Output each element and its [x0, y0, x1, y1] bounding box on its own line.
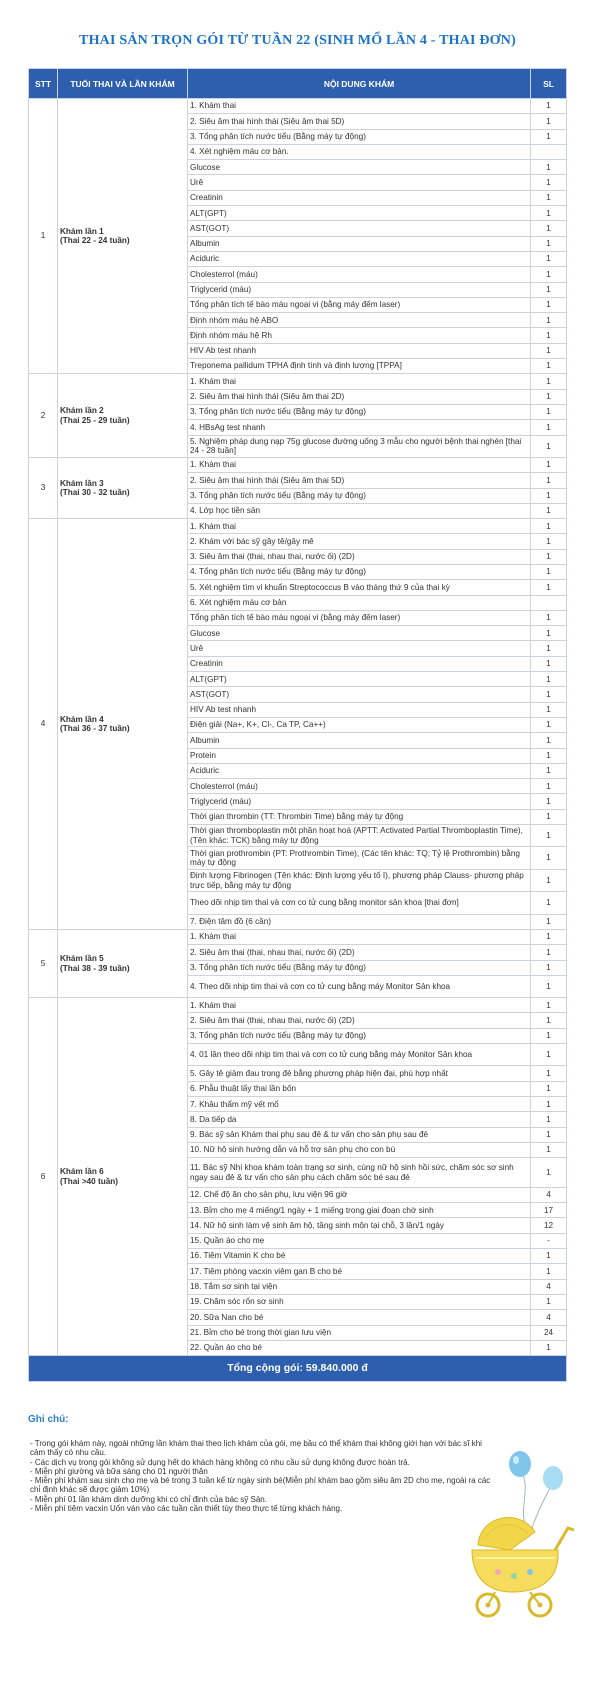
service-item: 11. Bác sỹ Nhi khoa khám toàn trạng sơ sinh, cùng nữ hộ sinh hồi sức, chăm sóc sơ sinh ngay sau đẻ & tư vấn cho sản phụ cách chăm sóc bé sau đẻ	[188, 1158, 531, 1188]
service-item: Creatinin	[188, 190, 531, 205]
service-item: 15. Quần áo cho mẹ	[188, 1233, 531, 1248]
service-item: 21. Bỉm cho bé trong thời gian lưu viện	[188, 1325, 531, 1340]
service-qty: 1	[531, 457, 567, 472]
note-item: - Miễn phí khám sau sinh cho mẹ và bé trong 3 tuần kể từ ngày sinh bé(Miễn phí khám bao gồm siêu âm 2D cho mẹ, ngoài ra các chỉ định khác sẽ được giảm 10%)	[30, 1476, 491, 1495]
service-item: 1. Khám thai	[188, 457, 531, 472]
service-item: 2. Siêu âm thai hình thái (Siêu âm thai 5D)	[188, 114, 531, 129]
service-item: Thời gian thrombin (TT: Thrombin Time) bằng máy tự động	[188, 809, 531, 824]
service-qty: 1	[531, 1249, 567, 1264]
service-item: 1. Khám thai	[188, 929, 531, 944]
service-item: 2. Siêu âm thai hình thái (Siêu âm thai 2D)	[188, 389, 531, 404]
group-stt: 3	[29, 457, 58, 518]
service-qty: 1	[531, 297, 567, 312]
service-item: 1. Khám thai	[188, 519, 531, 534]
service-item: Cholesterrol (máu)	[188, 267, 531, 282]
note-item: - Miễn phí 01 lần khám dinh dưỡng khi có chỉ định của bác sỹ Sản.	[30, 1494, 267, 1504]
service-qty: 1	[531, 763, 567, 778]
service-qty: 1	[531, 580, 567, 595]
visit-range: (Thai >40 tuần)	[60, 1176, 119, 1186]
visit-range: (Thai 38 - 39 tuần)	[60, 963, 130, 973]
service-qty: 1	[531, 945, 567, 960]
service-qty: 1	[531, 206, 567, 221]
service-qty: 1	[531, 1127, 567, 1142]
service-qty: 17	[531, 1203, 567, 1218]
service-item: 18. Tắm sơ sinh tại viện	[188, 1279, 531, 1294]
service-qty: 1	[531, 534, 567, 549]
service-qty: 1	[531, 672, 567, 687]
service-item: ALT(GPT)	[188, 672, 531, 687]
service-item: 4. Theo dõi nhịp tim thai và cơn co tử cung bằng máy Monitor Sản khoa	[188, 975, 531, 997]
total-value: 59.840.000 đ	[305, 1362, 368, 1375]
notes-title: Ghi chú:	[28, 1414, 69, 1425]
page-title: THAI SẢN TRỌN GÓI TỪ TUẦN 22 (SINH MỔ LẦN 4 - THAI ĐƠN)	[79, 33, 516, 48]
service-item: 3. Siêu âm thai (thai, nhau thai, nước ối) (2D)	[188, 549, 531, 564]
group-stt: 6	[29, 998, 58, 1356]
package-table	[28, 68, 567, 1382]
service-item: 2. Siêu âm thai (thai, nhau thai, nước ối) (2D)	[188, 1013, 531, 1028]
service-qty: 1	[531, 914, 567, 929]
visit-name: Khám lần 4	[60, 714, 104, 724]
service-qty: 1	[531, 998, 567, 1013]
service-item: Treponema pallidum TPHA định tính và định lượng [TPPA]	[188, 359, 531, 374]
service-item: 3. Tổng phân tích nước tiểu (Bằng máy tự động)	[188, 404, 531, 419]
table-row	[29, 99, 567, 114]
note-item: - Các dịch vụ trong gói không sử dụng hết do khách hàng không có nhu cầu sử dụng không được hoàn trả.	[30, 1457, 410, 1467]
service-qty: 1	[531, 794, 567, 809]
service-item: 12. Chế độ ăn cho sản phụ, lưu viện 96 giờ	[188, 1187, 531, 1202]
service-item: 3. Tổng phân tích nước tiểu (Bằng máy tự động)	[188, 129, 531, 144]
service-qty: 1	[531, 975, 567, 997]
service-qty: 1	[531, 1066, 567, 1081]
visit-range: (Thai 22 - 24 tuần)	[60, 236, 130, 246]
service-item: Protein	[188, 748, 531, 763]
service-qty: 1	[531, 282, 567, 297]
notes-section	[28, 1414, 498, 1513]
table-body	[29, 99, 567, 1356]
service-item: ALT(GPT)	[188, 206, 531, 221]
table-row	[29, 519, 567, 534]
table-row	[29, 374, 567, 389]
service-qty: 1	[531, 779, 567, 794]
service-qty: 1	[531, 1340, 567, 1355]
visit-range: (Thai 30 - 32 tuần)	[60, 488, 130, 498]
service-qty: 1	[531, 1158, 567, 1188]
service-qty: 1	[531, 549, 567, 564]
service-item: Triglycerid (máu)	[188, 282, 531, 297]
service-qty: 1	[531, 1044, 567, 1066]
service-qty: 1	[531, 251, 567, 266]
service-qty: 1	[531, 641, 567, 656]
service-qty: 1	[531, 1028, 567, 1043]
group-stt: 4	[29, 519, 58, 930]
service-item: 5. Nghiệm pháp dung nạp 75g glucose đường uống 3 mẫu cho người bệnh thai nghén [thai 24 - 28 tuần]	[188, 435, 531, 457]
service-item: 2. Siêu âm thai (thai, nhau thai, nước ối) (2D)	[188, 945, 531, 960]
header-qty: SL	[531, 69, 567, 99]
total-label: Tổng cộng gói:	[227, 1362, 303, 1375]
visit-name: Khám lần 2	[60, 406, 104, 416]
visit-range: (Thai 36 - 37 tuần)	[60, 724, 130, 733]
service-qty: 1	[531, 733, 567, 748]
service-item: Creatinin	[188, 656, 531, 671]
service-qty: 1	[531, 389, 567, 404]
group-visit	[58, 99, 188, 374]
service-qty: 1	[531, 236, 567, 251]
service-qty: 1	[531, 687, 567, 702]
note-item: - Miễn phí giường và bữa sáng cho 01 người thân	[30, 1466, 208, 1476]
service-item: 4. Lớp học tiền sản	[188, 503, 531, 518]
service-qty: 1	[531, 359, 567, 374]
service-item: 4. 01 lần theo dõi nhịp tim thai và cơn co tử cung bằng máy Monitor Sản khoa	[188, 1044, 531, 1066]
service-item: Urê	[188, 175, 531, 190]
service-qty: 1	[531, 267, 567, 282]
service-item: Aciduric	[188, 251, 531, 266]
group-visit	[58, 929, 188, 997]
service-item: 7. Điện tâm đồ (6 cần)	[188, 914, 531, 929]
service-item: 3. Tổng phân tích nước tiểu (Bằng máy tự động)	[188, 488, 531, 503]
service-item: Albumin	[188, 236, 531, 251]
group-visit	[58, 998, 188, 1356]
service-qty: 1	[531, 190, 567, 205]
service-qty: 4	[531, 1310, 567, 1325]
visit-name: Khám lần 5	[60, 954, 104, 964]
group-visit	[58, 457, 188, 518]
service-qty: 1	[531, 748, 567, 763]
visit-range: (Thai 25 - 29 tuần)	[60, 415, 130, 425]
service-qty: -	[531, 1233, 567, 1248]
service-qty: 1	[531, 519, 567, 534]
service-item: 19. Chăm sóc rốn sơ sinh	[188, 1294, 531, 1309]
service-item: AST(GOT)	[188, 221, 531, 236]
service-item: Điện giải (Na+, K+, Cl-, Ca TP, Ca++)	[188, 717, 531, 732]
service-qty: 1	[531, 114, 567, 129]
service-qty: 24	[531, 1325, 567, 1340]
table-row	[29, 998, 567, 1013]
service-item: Cholesterrol (máu)	[188, 779, 531, 794]
service-item: 3. Tổng phân tích nước tiểu (Bằng máy tự động)	[188, 1028, 531, 1043]
service-qty: 4	[531, 1279, 567, 1294]
service-item: 7. Khâu thẩm mỹ vết mổ	[188, 1097, 531, 1112]
service-item: Định nhóm máu hệ Rh	[188, 328, 531, 343]
service-item: Theo dõi nhịp tim thai và cơn co tử cung bằng monitor sản khoa [thai đơn]	[188, 892, 531, 914]
service-item: 9. Bác sỹ sản Khám thai phụ sau đẻ & tư vấn cho sản phụ sau đẻ	[188, 1127, 531, 1142]
service-item: 1. Khám thai	[188, 998, 531, 1013]
service-item: HIV Ab test nhanh	[188, 343, 531, 358]
note-item: - Miễn phí tiêm vacxin Uốn ván vào các tuần cần thiết tùy theo thực tế từng khách hàng.	[30, 1504, 343, 1514]
service-qty: 1	[531, 221, 567, 236]
service-qty: 1	[531, 503, 567, 518]
visit-name: Khám lần 3	[60, 478, 104, 488]
service-qty: 4	[531, 1187, 567, 1202]
service-item: 1. Khám thai	[188, 374, 531, 389]
group-stt: 2	[29, 374, 58, 458]
service-qty: 1	[531, 1142, 567, 1157]
service-item: 2. Siêu âm thai hình thái (Siêu âm thai 5D)	[188, 473, 531, 488]
service-item: 13. Bỉm cho mẹ 4 miếng/1 ngày + 1 miếng trong giai đoạn chờ sinh	[188, 1203, 531, 1218]
service-item: 5. Gây tê giảm đau trong đẻ bằng phương pháp hiện đại, phù hợp nhất	[188, 1066, 531, 1081]
service-qty	[531, 595, 567, 610]
service-qty: 1	[531, 1013, 567, 1028]
service-item: HIV Ab test nhanh	[188, 702, 531, 717]
group-stt: 5	[29, 929, 58, 997]
service-item: 4. Xét nghiệm máu cơ bản.	[188, 144, 531, 159]
service-item: Tổng phân tích tế bào máu ngoại vi (bằng máy đếm laser)	[188, 610, 531, 625]
service-item: Glucose	[188, 160, 531, 175]
service-item: AST(GOT)	[188, 687, 531, 702]
group-visit	[58, 519, 188, 930]
service-qty: 1	[531, 610, 567, 625]
service-qty: 1	[531, 825, 567, 847]
service-item: 16. Tiêm Vitamin K cho bé	[188, 1249, 531, 1264]
header-content: NỘI DUNG KHÁM	[188, 69, 531, 99]
service-qty: 1	[531, 809, 567, 824]
visit-name: Khám lần 6	[60, 1167, 104, 1177]
service-item: 14. Nữ hộ sinh làm vệ sinh âm hộ, tầng sinh môn tại chỗ, 3 lần/1 ngày	[188, 1218, 531, 1233]
service-qty	[531, 144, 567, 159]
note-item: - Trong gói khám này, ngoài những lần khám thai theo lịch khám của gói, mẹ bầu có thể khám thai không giới hạn với bác sĩ khi cảm thấy có nhu cầu.	[30, 1439, 482, 1458]
service-qty: 1	[531, 702, 567, 717]
service-qty: 1	[531, 374, 567, 389]
service-item: 4. Tổng phân tích nước tiểu (Bằng máy tự động)	[188, 565, 531, 580]
service-qty: 1	[531, 175, 567, 190]
service-item: Albumin	[188, 733, 531, 748]
service-qty: 1	[531, 420, 567, 435]
service-qty: 1	[531, 328, 567, 343]
table-header-row	[29, 69, 567, 99]
service-qty: 1	[531, 717, 567, 732]
service-item: Urê	[188, 641, 531, 656]
baby-stroller-illustration	[450, 1450, 580, 1620]
service-item: Triglycerid (máu)	[188, 794, 531, 809]
service-item: 22. Quần áo cho bé	[188, 1340, 531, 1355]
service-item: Glucose	[188, 626, 531, 641]
service-item: 20. Sữa Nan cho bé	[188, 1310, 531, 1325]
service-qty: 1	[531, 1081, 567, 1096]
service-item: 6. Xét nghiệm máu cơ bản	[188, 595, 531, 610]
service-item: 2. Khám với bác sỹ gây tê/gây mê	[188, 534, 531, 549]
service-item: Định lượng Fibrinogen (Tên khác: Định lượng yếu tố I), phương pháp Clauss- phương pháp trực tiếp, bằng máy tự động	[188, 869, 531, 891]
service-qty: 12	[531, 1218, 567, 1233]
service-qty: 1	[531, 129, 567, 144]
service-qty: 1	[531, 869, 567, 891]
service-item: Thời gian thromboplastin một phần hoạt hoá (APTT: Activated Partial Thromboplastin Time), (Tên khác: TCK) bằng máy tự động	[188, 825, 531, 847]
service-qty: 1	[531, 565, 567, 580]
service-qty: 1	[531, 1112, 567, 1127]
service-item: Tổng phân tích tế bào máu ngoại vi (bằng máy đếm laser)	[188, 297, 531, 312]
service-item: 10. Nữ hộ sinh hướng dẫn và hỗ trợ sản phụ cho con bú	[188, 1142, 531, 1157]
service-item: 5. Xét nghiệm tìm vi khuẩn Streptococcus B vào tháng thứ 9 của thai kỳ	[188, 580, 531, 595]
service-qty: 1	[531, 656, 567, 671]
service-item: 3. Tổng phân tích nước tiểu (Bằng máy tự động)	[188, 960, 531, 975]
service-qty: 1	[531, 1097, 567, 1112]
service-qty: 1	[531, 488, 567, 503]
service-qty: 1	[531, 892, 567, 914]
service-item: Aciduric	[188, 763, 531, 778]
service-qty: 1	[531, 99, 567, 114]
service-item: 6. Phẫu thuật lấy thai lần bốn	[188, 1081, 531, 1096]
service-item: 4. HBsAg test nhanh	[188, 420, 531, 435]
service-qty: 1	[531, 343, 567, 358]
service-item: 17. Tiêm phòng vacxin viêm gan B cho bé	[188, 1264, 531, 1279]
service-qty: 1	[531, 435, 567, 457]
service-qty: 1	[531, 1294, 567, 1309]
total-row	[29, 1356, 567, 1382]
service-qty: 1	[531, 626, 567, 641]
header-visit: TUỔI THAI VÀ LẦN KHÁM	[58, 69, 188, 99]
service-item: Thời gian prothrombin (PT: Prothrombin Time), (Các tên khác: TQ; Tỷ lệ Prothrombin) bằng máy tự động	[188, 847, 531, 869]
table-row	[29, 929, 567, 944]
group-visit	[58, 374, 188, 458]
service-qty: 1	[531, 847, 567, 869]
service-qty: 1	[531, 473, 567, 488]
service-qty: 1	[531, 404, 567, 419]
notes-list	[28, 1439, 498, 1513]
table-row	[29, 457, 567, 472]
service-qty: 1	[531, 313, 567, 328]
group-stt: 1	[29, 99, 58, 374]
service-item: 1. Khám thai	[188, 99, 531, 114]
service-qty: 1	[531, 1264, 567, 1279]
header-stt: STT	[29, 69, 58, 99]
service-item: 8. Da tiếp da	[188, 1112, 531, 1127]
service-qty: 1	[531, 960, 567, 975]
service-qty: 1	[531, 929, 567, 944]
visit-name: Khám lần 1	[60, 226, 104, 236]
service-qty: 1	[531, 160, 567, 175]
service-item: Định nhóm máu hệ ABO	[188, 313, 531, 328]
